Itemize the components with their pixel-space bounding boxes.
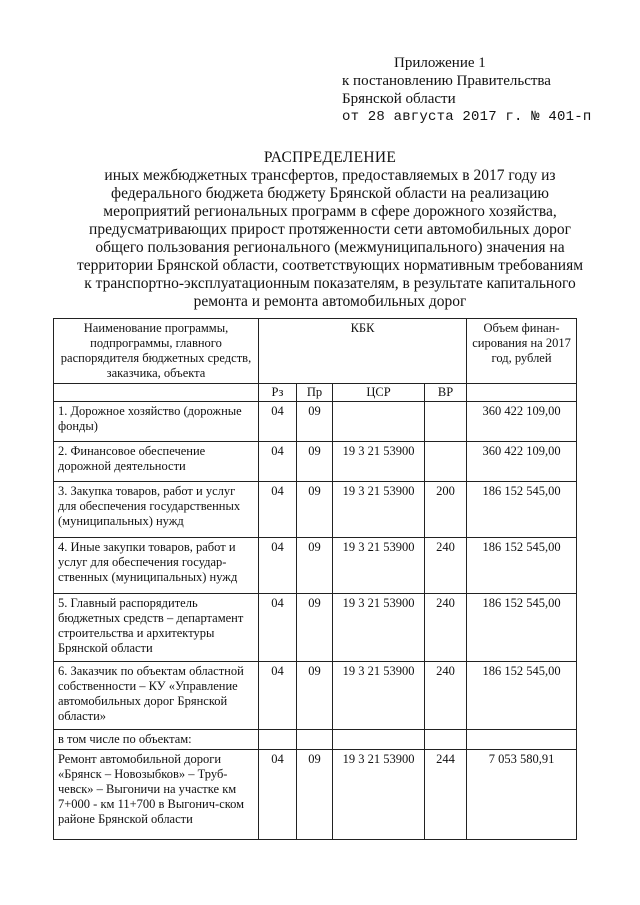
- cell-name: 3. Закупка товаров, работ и услуг для обеспечения государственных (муниципальных) нужд: [54, 482, 259, 538]
- cell-csr: 19 3 21 53900: [333, 538, 425, 594]
- cell-objects-caption: в том числе по объектам:: [54, 730, 259, 750]
- cell-amount: 186 152 545,00: [467, 482, 577, 538]
- title-line: ремонта и ремонта автомобильных дорог: [193, 293, 467, 310]
- cell-csr: 19 3 21 53900: [333, 482, 425, 538]
- cell-csr: 19 3 21 53900: [333, 750, 425, 840]
- header-empty: [54, 384, 259, 402]
- cell-csr: [333, 402, 425, 442]
- cell-name: 1. Дорожное хозяйство (дорожные фонды): [54, 402, 259, 442]
- cell-name: 2. Финансовое обеспечение дорожной деятельности: [54, 442, 259, 482]
- table-subheader-row: [54, 384, 577, 402]
- cell-amount: 7 053 580,91: [467, 750, 577, 840]
- cell-amount: 186 152 545,00: [467, 662, 577, 730]
- cell-vr: 240: [425, 538, 467, 594]
- cell-amount: 186 152 545,00: [467, 538, 577, 594]
- header-kbk: КБК: [259, 319, 467, 384]
- cell-empty: [467, 730, 577, 750]
- cell-vr: 244: [425, 750, 467, 840]
- distribution-table: [53, 318, 577, 840]
- cell-vr: 240: [425, 662, 467, 730]
- appendix-region: Брянской области: [342, 91, 456, 107]
- header-amount: Объем финан-сирования на 2017 год, рублей: [467, 319, 577, 384]
- appendix-resolution: к постановлению Правительства: [342, 73, 551, 89]
- document-title: [40, 149, 620, 311]
- cell-csr: 19 3 21 53900: [333, 594, 425, 662]
- table-row: [54, 442, 577, 482]
- cell-rz: 04: [259, 594, 297, 662]
- cell-amount: 360 422 109,00: [467, 402, 577, 442]
- cell-csr: 19 3 21 53900: [333, 442, 425, 482]
- header-vr: ВР: [425, 384, 467, 402]
- cell-vr: 200: [425, 482, 467, 538]
- cell-rz: 04: [259, 482, 297, 538]
- title-line: к транспортно-эксплуатационным показателям, в результате капитального: [84, 275, 576, 292]
- table-row: [54, 402, 577, 442]
- appendix-title: Приложение 1: [394, 55, 486, 71]
- table-row: [54, 750, 577, 840]
- title-line: территории Брянской области, соответствующих нормативным требованиям: [76, 257, 584, 274]
- cell-vr: [425, 442, 467, 482]
- title-line: иных межбюджетных трансфертов, предоставляемых в 2017 году из: [104, 167, 556, 184]
- header-pr: Пр: [297, 384, 333, 402]
- cell-name: Ремонт автомобильной дороги «Брянск – Новозыбков» – Труб-чевск» – Выгоничи на участке км 7+000 - км 11+700 в Выгонич-ском районе Брянской области: [54, 750, 259, 840]
- table-row: [54, 594, 577, 662]
- table-row: [54, 482, 577, 538]
- cell-empty: [259, 730, 297, 750]
- cell-rz: 04: [259, 402, 297, 442]
- cell-rz: 04: [259, 538, 297, 594]
- cell-empty: [333, 730, 425, 750]
- cell-rz: 04: [259, 750, 297, 840]
- title-line: федерального бюджета бюджету Брянской области на реализацию: [111, 185, 549, 202]
- cell-amount: 186 152 545,00: [467, 594, 577, 662]
- title-line: мероприятий региональных программ в сфере дорожного хозяйства,: [103, 203, 557, 220]
- cell-amount: 360 422 109,00: [467, 442, 577, 482]
- title-line: предусматривающих прирост протяженности сети автомобильных дорог: [89, 221, 571, 238]
- cell-pr: 09: [297, 402, 333, 442]
- appendix-date: от 28 августа 2017 г. № 401-п: [342, 109, 592, 125]
- table-subheader: [54, 730, 577, 750]
- cell-pr: 09: [297, 538, 333, 594]
- cell-pr: 09: [297, 482, 333, 538]
- header-csr: ЦСР: [333, 384, 425, 402]
- cell-csr: 19 3 21 53900: [333, 662, 425, 730]
- cell-pr: 09: [297, 442, 333, 482]
- cell-vr: [425, 402, 467, 442]
- appendix-block: [342, 54, 632, 126]
- title-heading: РАСПРЕДЕЛЕНИЕ: [263, 149, 397, 166]
- cell-rz: 04: [259, 442, 297, 482]
- cell-name: 6. Заказчик по объектам областной собственности – КУ «Управление автомобильных дорог Брянской области»: [54, 662, 259, 730]
- header-name: Наименование программы, подпрограммы, главного распорядителя бюджетных средств, заказчика, объекта: [54, 319, 259, 384]
- header-rz: Рз: [259, 384, 297, 402]
- cell-name: 4. Иные закупки товаров, работ и услуг для обеспечения государ-ственных (муниципальных) нужд: [54, 538, 259, 594]
- cell-pr: 09: [297, 594, 333, 662]
- title-line: общего пользования регионального (межмуниципального) значения на: [95, 239, 565, 256]
- table-row: [54, 538, 577, 594]
- cell-empty: [297, 730, 333, 750]
- cell-rz: 04: [259, 662, 297, 730]
- cell-vr: 240: [425, 594, 467, 662]
- cell-pr: 09: [297, 662, 333, 730]
- table-header-row: [54, 319, 577, 384]
- table-row: [54, 662, 577, 730]
- header-empty: [467, 384, 577, 402]
- cell-pr: 09: [297, 750, 333, 840]
- cell-empty: [425, 730, 467, 750]
- cell-name: 5. Главный распорядитель бюджетных средств – департамент строительства и архитектуры Брянской области: [54, 594, 259, 662]
